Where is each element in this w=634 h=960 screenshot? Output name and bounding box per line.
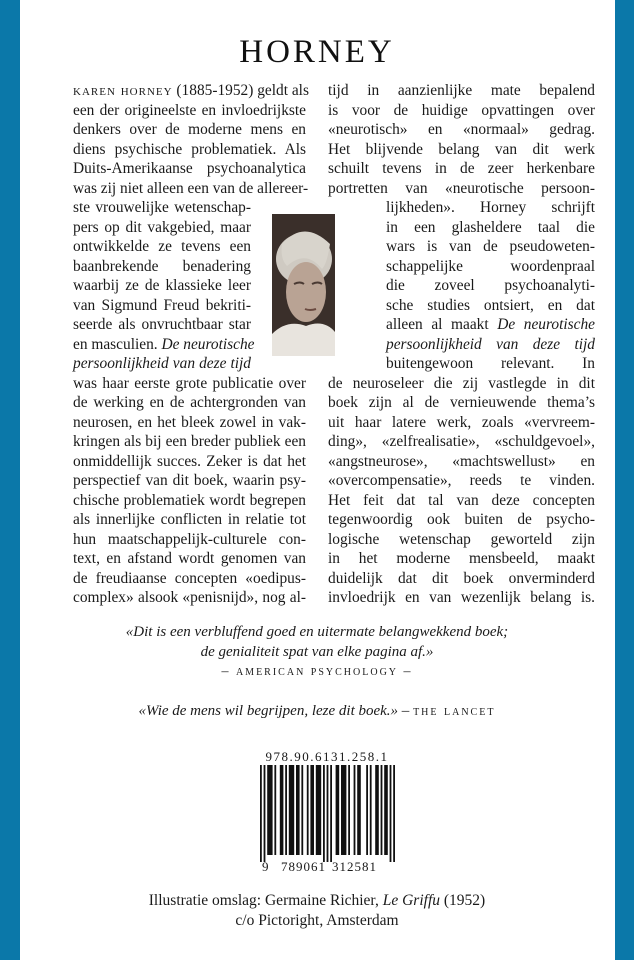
right_column-line xyxy=(328,179,595,199)
right_column-line xyxy=(386,354,595,374)
barcode-bar xyxy=(301,765,303,855)
left_column-line xyxy=(73,315,251,335)
illustration-credit xyxy=(0,891,634,911)
right_column-text: die zoveel psychoanalyti- xyxy=(386,277,595,294)
left_column-line xyxy=(73,218,251,238)
left_column-text: chische problematiek wordt begrepen xyxy=(73,491,306,509)
left_column-text: ontwikkelde ze tevens een xyxy=(73,238,251,255)
left_column-text: pers op dit vakgebied, maar xyxy=(73,218,251,236)
quote-2 xyxy=(0,701,634,722)
left-border-strip xyxy=(0,0,20,960)
left_column-line xyxy=(73,237,251,257)
barcode-bar xyxy=(267,765,272,855)
left_column-line xyxy=(73,432,306,452)
barcode-bar xyxy=(357,765,361,855)
right_column-line xyxy=(328,432,595,452)
right_column-text: tegenwoordig ook buiten de psycho- xyxy=(328,511,595,528)
barcode xyxy=(260,765,395,865)
right_column-text: «angstneurose», «machtswellust» en xyxy=(328,452,595,470)
right_column-line xyxy=(386,296,595,316)
right_column-line xyxy=(328,413,595,433)
right_column-text: de neuroseleer die zij vastlegde in dit xyxy=(328,374,595,392)
right_column-text: lijkheden». Horney schrijft xyxy=(386,199,595,216)
barcode-bar xyxy=(336,765,340,855)
right_column-text: tijd in aanzienlijke mate bepalend xyxy=(328,82,595,99)
credit-text: Illustratie omslag: Germaine Richier, xyxy=(148,892,383,909)
right_column-line xyxy=(328,569,595,589)
author-portrait xyxy=(272,214,335,356)
right_column-line xyxy=(386,335,595,355)
barcode-digits-right: 312581 xyxy=(332,859,377,874)
right_column-text: Het blijvende belang van dit werk xyxy=(328,140,595,158)
quote-2-attribution: the lancet xyxy=(413,704,496,719)
left_column-line xyxy=(73,159,306,179)
isbn-number: 978.90.6131.258.1 xyxy=(265,749,389,764)
left_column-text: persoonlijkheid van deze tijd xyxy=(73,355,251,372)
barcode-bar xyxy=(310,765,314,855)
barcode-digit-first: 9 xyxy=(262,859,270,874)
right_column-line xyxy=(386,315,595,335)
left_column-text: denkers over de moderne mens en xyxy=(73,121,306,138)
right_column-line xyxy=(328,140,595,160)
right_column-text: in een glasheldere taal die xyxy=(386,218,595,236)
right_column-text: «overcompensatie», reeds te vinden. xyxy=(328,472,595,489)
right_column-line xyxy=(328,374,595,394)
right_column-line xyxy=(328,120,595,140)
right_column-line xyxy=(328,393,595,413)
barcode-bar xyxy=(274,765,276,855)
barcode-bar xyxy=(327,765,329,862)
left_column-text: was zij niet alleen een van de allereer- xyxy=(73,179,309,197)
right_column-line xyxy=(328,452,595,472)
left_column-line xyxy=(73,588,306,608)
left_column-text: diens psychische problematiek. Als xyxy=(73,140,306,158)
right_column-line xyxy=(328,530,595,550)
left_column-text: complex» alsook «penisnijd», nog al- xyxy=(73,589,306,606)
right_column-text: alleen al maakt xyxy=(386,316,498,333)
left_column-line xyxy=(73,530,306,550)
credit-year: (1952) xyxy=(440,892,486,909)
right_column-text: schappelijke woordenpraal xyxy=(386,257,595,275)
left_column-text: hun maatschappelijk-culturele con- xyxy=(73,530,306,548)
barcode-bar xyxy=(280,765,284,855)
left_column-text: de freudiaanse concepten «oedipus- xyxy=(73,569,306,587)
barcode-bar xyxy=(381,765,383,855)
page-title: HORNEY xyxy=(239,34,395,70)
left_column-line xyxy=(73,491,306,511)
left_column-text: perspectief van dit boek, waarin psy- xyxy=(73,472,306,489)
right_column-line xyxy=(386,237,595,257)
left_column-text: waarbij ze de klassieke leer xyxy=(73,277,251,294)
left_column-text: als innerlijke conflicten in relatie tot xyxy=(73,511,306,528)
left_column-line xyxy=(73,452,306,472)
left_column-line xyxy=(73,471,306,491)
left_column-text: text, en afstand wordt genomen van xyxy=(73,550,306,567)
left_column-text: kringen als bij een breder publiek een xyxy=(73,433,306,450)
barcode-bar xyxy=(289,765,294,855)
right_column-line xyxy=(328,491,595,511)
barcode-bar xyxy=(366,765,368,855)
copyright-credit: c/o Pictoright, Amsterdam xyxy=(235,912,399,929)
right_column-text: De neurotische xyxy=(497,316,596,333)
right_column-text: ding», «zelfrealisatie», «schuldgevoel», xyxy=(328,433,595,450)
left_column-line xyxy=(73,179,309,199)
left_column-text: neurosen, en het bleek zowel in vak- xyxy=(73,413,306,431)
barcode-bar xyxy=(316,765,321,855)
right_column-text: wars is van de pseudoweten- xyxy=(386,238,595,255)
barcode-digits-left: 789061 xyxy=(281,859,326,874)
left_column-text: Duits-Amerikaanse psychoanalytica xyxy=(73,160,306,177)
left_column-line xyxy=(73,393,306,413)
right_column-line xyxy=(386,198,595,218)
left_column-text: ste vrouwelijke wetenschap- xyxy=(73,199,251,216)
right-border-strip xyxy=(615,0,634,960)
right_column-line xyxy=(328,101,595,121)
barcode-bar xyxy=(307,765,309,855)
quote-1-line-2: de genialiteit spat van elke pagina af.» xyxy=(200,644,434,660)
barcode-bar xyxy=(341,765,346,855)
left_column-text: van Sigmund Freud bekriti- xyxy=(73,296,251,314)
left_column-line xyxy=(73,413,306,433)
right_column-text: sche studies ontsiert, en dat xyxy=(386,296,595,314)
left_column-text: seerde als onvruchtbaar star xyxy=(73,316,251,333)
right_column-text: buitengewoon relevant. In xyxy=(386,355,595,372)
barcode-bar xyxy=(390,765,392,862)
right_column-text: Het feit dat tal van deze concepten xyxy=(328,491,595,509)
barcode-bar xyxy=(370,765,372,855)
quote-1-line-1: «Dit is een verbluffend goed en uitermate belangwekkend boek; xyxy=(125,624,509,640)
barcode-bar xyxy=(285,765,287,855)
quote-1-attribution: – american psychology – xyxy=(221,664,413,679)
left_column-text: De neurotische xyxy=(161,335,255,353)
barcode-bar xyxy=(260,765,262,862)
left_column-text: de werking en de achtergronden van xyxy=(73,394,306,411)
barcode-bar xyxy=(384,765,388,855)
left_column-text: was haar eerste grote publicatie over xyxy=(73,374,306,392)
barcode-bar xyxy=(296,765,300,855)
left_column-text: karen horney xyxy=(73,82,173,99)
left_column-line xyxy=(73,569,306,589)
quote-2-text: «Wie de mens wil begrijpen, leze dit boek.» – xyxy=(138,703,414,719)
right_column-text: «neurotisch» en «normaal» gedrag. xyxy=(328,121,595,138)
credit-artwork-title: Le Griffu xyxy=(382,892,441,909)
right_column-line xyxy=(328,549,595,569)
left_column-line xyxy=(73,354,251,374)
right_column-text: schuilt tevens in de zeer herkenbare xyxy=(328,160,595,177)
barcode-bar xyxy=(264,765,266,862)
left_column-line xyxy=(73,101,306,121)
right_column-line xyxy=(386,257,595,277)
barcode-bar xyxy=(323,765,325,862)
left_column-line xyxy=(73,198,251,218)
left_column-line xyxy=(73,296,251,316)
left_column-line xyxy=(73,374,306,394)
left_column-line xyxy=(73,276,251,296)
left_column-line xyxy=(73,81,309,101)
left_column-text: en masculien. xyxy=(73,335,162,353)
right_column-text: in het moderne mensbeeld, maakt xyxy=(328,550,595,567)
left_column-text: een der origineelste en invloedrijkste xyxy=(73,101,306,119)
right_column-line xyxy=(328,510,595,530)
left_column-line xyxy=(73,257,251,277)
right_column-text: is voor de huidige opvattingen over xyxy=(328,101,595,119)
right_column-text: boek zijn al de vernieuwende thema’s xyxy=(328,394,595,411)
right_column-text: invloedrijk en van wezenlijk belang is. xyxy=(328,589,595,606)
right_column-line xyxy=(328,159,595,179)
right_column-text: uit haar latere werk, zoals «vervreem- xyxy=(328,413,595,431)
right_column-line xyxy=(328,588,595,608)
right_column-text: portretten van «neurotische persoon- xyxy=(328,179,595,197)
left_column-line xyxy=(73,510,306,530)
left_column-text: baanbrekende benadering xyxy=(73,257,251,275)
barcode-bar xyxy=(354,765,356,855)
right_column-text: persoonlijkheid van deze tijd xyxy=(386,335,595,353)
right_column-line xyxy=(328,81,595,101)
left_column-line xyxy=(73,549,306,569)
left_column-line xyxy=(73,335,255,355)
right_column-line xyxy=(386,218,595,238)
left_column-text: (1885-1952) geldt als xyxy=(172,82,309,99)
right_column-text: logische wetenschap geworteld zijn xyxy=(328,530,595,548)
right_column-line xyxy=(328,471,595,491)
left_column-text: onmiddellijk succes. Zeker is dat het xyxy=(73,452,306,470)
barcode-bar xyxy=(348,765,350,855)
right_column-text: duidelijk dat dit boek onverminderd xyxy=(328,569,595,587)
barcode-bar xyxy=(330,765,332,862)
left_column-line xyxy=(73,120,306,140)
left_column-line xyxy=(73,140,306,160)
barcode-bar xyxy=(393,765,395,862)
right_column-line xyxy=(386,276,595,296)
barcode-bar xyxy=(375,765,379,855)
